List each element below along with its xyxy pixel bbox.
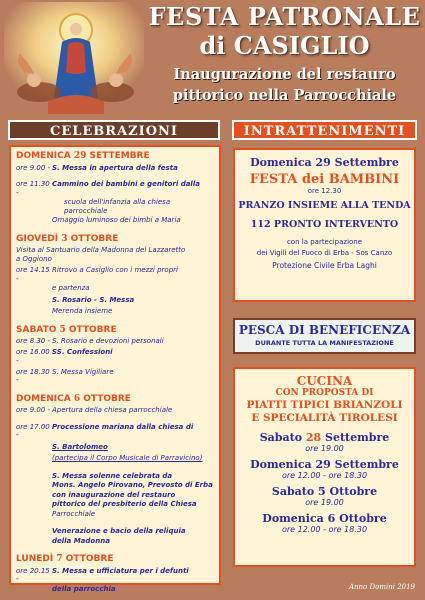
schedule-detail: della parrocchia — [52, 584, 116, 593]
box-part: con la partecipazione — [286, 238, 363, 246]
schedule-day: Sabato 5 Ottobre — [271, 485, 378, 498]
subtitle-line1: Inaugurazione del restauro — [173, 66, 396, 83]
schedule-detail: Venerazione e bacio della reliquia — [52, 527, 186, 535]
day-heading: SABATO 5 OTTOBRE — [16, 324, 117, 335]
schedule-detail: Mons. Angelo Pirovano, Prevosto di Erba — [52, 481, 213, 489]
schedule-time: ore 19.00 — [305, 498, 344, 507]
box-title: FESTA dei BAMBINI — [249, 172, 400, 187]
day-heading: LUNEDÌ 7 OTTOBRE — [16, 554, 114, 564]
schedule-row: ore 17.00 - Processione mariana dalla chiesa di — [16, 422, 194, 439]
box-part2: dei Vigili del Fuoco di Erba - Sos Canzo — [256, 249, 393, 257]
intrattenimenti-header: INTRATTENIMENTI — [232, 120, 417, 140]
schedule-row: ore 16.00 - SS. Confessioni — [16, 348, 113, 365]
schedule-day: Domenica 6 Ottobre — [262, 512, 387, 525]
schedule-row: ore 11.30 - Cammino dei bambini e genitori dalla — [16, 180, 200, 197]
schedule-day: Domenica 29 Settembre — [250, 458, 399, 471]
box-title: CUCINA — [296, 374, 353, 388]
title-line2: di CASIGLIO — [199, 31, 370, 60]
box-time: ore 12.30 — [307, 187, 342, 195]
schedule-detail: con inaugurazione del restauro — [52, 490, 176, 499]
festa-bambini-box — [233, 148, 416, 302]
schedule-row: ore 14.15 - Ritrovo a Casiglio con i mezzi propri — [16, 266, 178, 283]
pesca-box — [233, 318, 416, 354]
box-line: E SPECIALITÀ TIROLESI — [251, 412, 398, 424]
schedule-detail: scuola dell'infanzia alla chiesa parrocchiale — [64, 198, 171, 215]
title-line1: FESTA PATRONALE — [148, 2, 421, 31]
schedule-row: ore 18.30 - S. Messa Vigiliare — [16, 367, 114, 384]
schedule-row: ore 9.00 - Apertura della chiesa parrocchiale — [16, 406, 173, 414]
box-part3: Protezione Civile Erba Laghi — [272, 261, 377, 270]
schedule-row: ore 20.15 - S. Messa e ufficiatura per i defunti — [16, 566, 189, 583]
schedule-note: Visita al Santuario della Madonna del Lazzaretto — [16, 245, 186, 254]
schedule-detail: S. Rosario - S. Messa — [52, 295, 135, 304]
box-title: PESCA DI BENEFICENZA — [238, 323, 411, 337]
day-heading: DOMENICA 29 SETTEMBRE — [16, 151, 150, 161]
schedule-time: ore 19.00 — [305, 444, 344, 453]
header — [0, 0, 425, 116]
cucina-box — [233, 367, 416, 567]
schedule-row: ore 8.30 - S. Rosario e devozioni personali — [16, 337, 164, 345]
madonna-artwork — [4, 2, 144, 114]
anno-domini: Anno Domini 2019 — [348, 583, 415, 591]
subtitle-line2: pittorico nella Parrocchiale — [172, 87, 397, 104]
schedule-detail: Parrocchiale — [52, 509, 96, 518]
schedule-detail: e partenza — [52, 284, 90, 292]
box-line: PIATTI TIPICI BRIANZOLI — [246, 399, 403, 411]
box-service: 112 PRONTO INTERVENTO — [250, 219, 399, 230]
schedule-note: a Oggiono — [16, 255, 52, 263]
box-lunch: PRANZO INSIEME ALLA TENDA — [238, 200, 411, 211]
celebrazioni-header: CELEBRAZIONI — [8, 120, 220, 140]
day-heading: DOMENICA 6 OTTOBRE — [16, 393, 131, 404]
box-sub: DURANTE TUTTA LA MANIFESTAZIONE — [255, 339, 394, 347]
schedule-detail: S. Bartolomeo — [52, 442, 108, 451]
schedule-row: ore 9.00 - S. Messa in apertura della festa — [16, 163, 178, 172]
schedule-detail: (partecipa il Corpo Musicale di Parravicino) — [52, 454, 203, 462]
celebrazioni-panel — [9, 145, 221, 593]
schedule-detail: Omaggio luminoso dei bimbi a Maria — [52, 216, 181, 224]
schedule-day: Sabato 28 Settembre — [259, 431, 390, 444]
schedule-time: ore 12.00 - ore 18.30 — [281, 525, 368, 534]
schedule-time: ore 12.00 - ore 18.30 — [281, 471, 368, 480]
box-line: CON PROPOSTA DI — [275, 388, 374, 398]
schedule-detail: Merenda insieme — [52, 307, 113, 315]
day-heading: GIOVEDÌ 3 OTTOBRE — [16, 233, 119, 244]
schedule-detail: pittorico del presbiterio della Chiesa — [52, 500, 197, 508]
schedule-detail: S. Messa solenne celebrata da — [52, 471, 173, 480]
schedule-detail: della Madonna — [52, 536, 110, 545]
box-date: Domenica 29 Settembre — [250, 156, 399, 169]
